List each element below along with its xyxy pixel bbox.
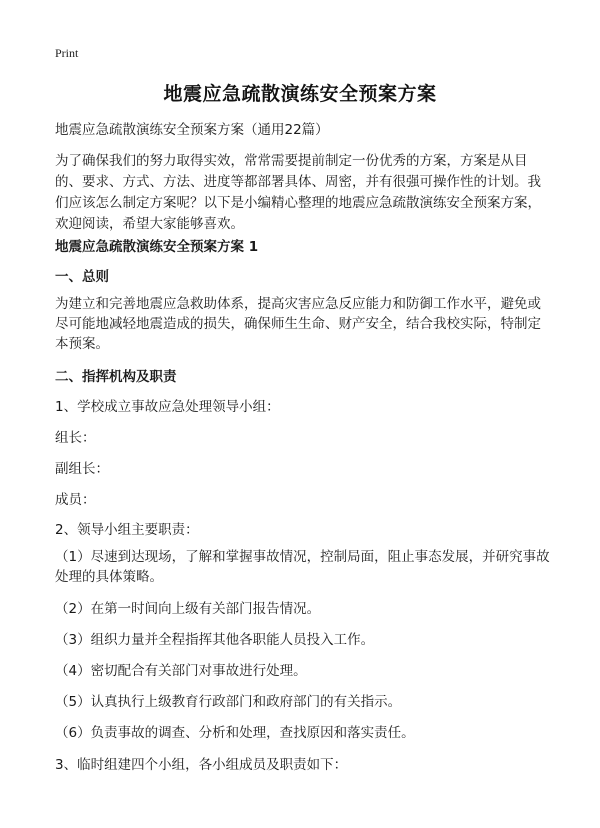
intro-paragraph: 为了确保我们的努力取得实效，常常需要提前制定一份优秀的方案，方案是从目的、要求、方式、方法、进度等都部署具体、周密，并有很强可操作性的计划。我们应该怎么制定方案呢？以下是小编精心整理的地震应急疏散演练安全预案方案，欢迎阅读，希望大家能够喜欢。 (55, 153, 541, 232)
duty-6: （6）负责事故的调查、分析和处理，查找原因和落实责任。 (55, 725, 415, 741)
duty-1: （1）尽速到达现场，了解和掌握事故情况，控制局面，阻止事态发展，并研究事故处理的具体策略。 (55, 549, 550, 585)
item-3: 3、临时组建四个小组，各小组成员及职责如下： (55, 757, 348, 773)
duty-2: （2）在第一时间向上级有关部门报告情况。 (55, 601, 321, 617)
item-2: 2、领导小组主要职责： (55, 522, 199, 538)
heading-general: 一、总则 (55, 269, 109, 285)
heading-command: 二、指挥机构及职责 (55, 369, 177, 385)
print-label: Print (55, 46, 79, 60)
section-title: 地震应急疏散演练安全预案方案 1 (55, 239, 259, 255)
general-paragraph: 为建立和完善地震应急救助体系，提高灾害应急反应能力和防御工作水平，避免或尽可能地减轻地震造成的损失，确保师生生命、财产安全，结合我校实际，特制定本预案。 (55, 296, 541, 352)
leader-line: 组长： (55, 430, 96, 446)
vice-leader-line: 副组长： (55, 461, 109, 477)
members-line: 成员： (55, 492, 96, 508)
duty-3: （3）组织力量并全程指挥其他各职能人员投入工作。 (55, 632, 375, 648)
duty-5: （5）认真执行上级教育行政部门和政府部门的有关指示。 (55, 694, 402, 710)
item-1: 1、学校成立事故应急处理领导小组： (55, 399, 280, 415)
document-subtitle: 地震应急疏散演练安全预案方案（通用22篇） (55, 122, 329, 138)
document-title: 地震应急疏散演练安全预案方案 (163, 83, 437, 105)
duty-4: （4）密切配合有关部门对事故进行处理。 (55, 663, 307, 679)
